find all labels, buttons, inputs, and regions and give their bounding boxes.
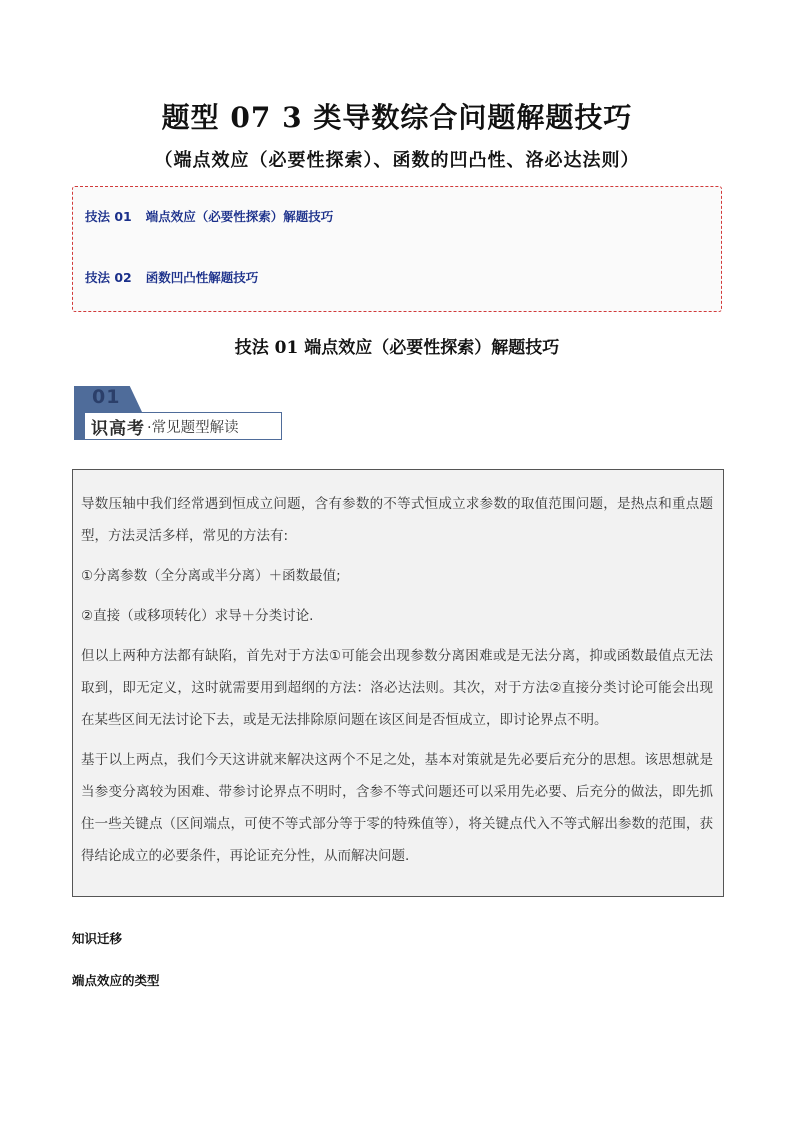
toc-item-number: 技法 01 <box>85 209 132 224</box>
badge-main-text: 识高考 <box>91 418 145 439</box>
endpoint-effect-types-label: 端点效应的类型 <box>72 973 160 988</box>
section-title: 技法 01 端点效应（必要性探索）解题技巧 <box>234 338 560 358</box>
paragraph: ②直接（或移项转化）求导＋分类讨论. <box>81 608 314 624</box>
toc-item-number: 技法 02 <box>85 270 132 285</box>
toc-item-label: 函数凹凸性解题技巧 <box>145 270 259 285</box>
document-title: 题型 07 3 类导数综合问题解题技巧 <box>161 101 633 134</box>
table-of-contents <box>72 186 722 312</box>
badge-label-box <box>84 412 282 440</box>
badge-sub-text: ·常见题型解读 <box>147 419 239 436</box>
paragraph: 基于以上两点，我们今天这讲就来解决这两个不足之处，基本对策就是先必要后充分的思想。该思想就是当参变分离较为困难、带参讨论界点不明时，含参不等式问题还可以采用先必要、后充分的做法，即先抓住一些关键点（区间端点，可使不等式部分等于零的特殊值等），将关键点代入不等式解出参数的范围，获得结论成立的必要条件，再论证充分性，从而解决问题. <box>81 752 713 864</box>
badge-stripe <box>74 400 84 440</box>
section-badge <box>74 386 284 442</box>
toc-item-02[interactable] <box>85 268 258 286</box>
paragraph: 导数压轴中我们经常遇到恒成立问题，含有参数的不等式恒成立求参数的取值范围问题，是热点和重点题型，方法灵活多样，常见的方法有: <box>81 496 713 544</box>
intro-content-box <box>72 469 724 897</box>
paragraph: 但以上两种方法都有缺陷，首先对于方法①可能会出现参数分离困难或是无法分离，抑或函数最值点无法取到，即无定义，这时就需要用到超纲的方法：洛必达法则。其次，对于方法②直接分类讨论可能会出现在某些区间无法讨论下去，或是无法排除原问题在该区间是否恒成立，即讨论界点不明。 <box>81 648 713 728</box>
badge-number: 01 <box>92 386 121 408</box>
toc-item-01[interactable] <box>85 207 333 225</box>
paragraph: ①分离参数（全分离或半分离）＋函数最值; <box>81 568 341 584</box>
document-subtitle: （端点效应（必要性探索）、函数的凹凸性、洛必达法则） <box>154 150 640 171</box>
knowledge-transfer-label: 知识迁移 <box>72 931 123 946</box>
toc-item-label: 端点效应（必要性探索）解题技巧 <box>145 209 334 224</box>
